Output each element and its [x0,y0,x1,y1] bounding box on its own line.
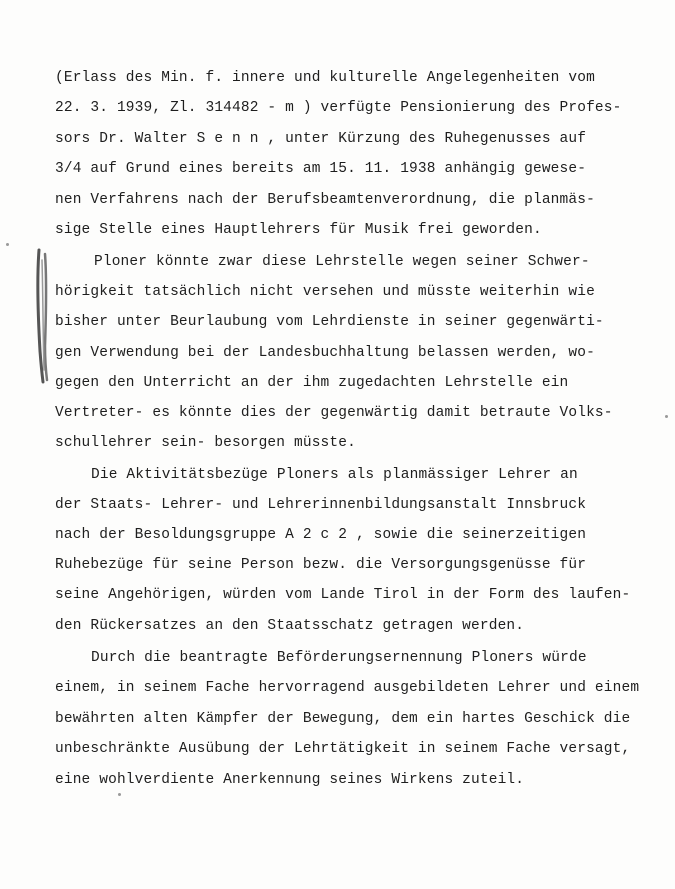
text-line: gen Verwendung bei der Landesbuchhaltung belassen werden, wo- [55,345,595,361]
text-line: Durch die beantragte Beförderungsernennung Ploners würde [91,650,587,666]
text-line: eine wohlverdiente Anerkennung seines Wirkens zuteil. [55,772,525,788]
paper-speck [665,415,668,418]
text-line: bisher unter Beurlaubung vom Lehrdienste in seiner gegenwärti- [55,314,604,330]
text-line: Ploner könnte zwar diese Lehrstelle wegen seiner Schwer- [94,254,590,270]
text-line: schullehrer sein- besorgen müsste. [55,435,356,451]
text-line: einem, in seinem Fache hervorragend ausgebildeten Lehrer und einem [55,680,640,696]
text-line: hörigkeit tatsächlich nicht versehen und müsste weiterhin wie [55,284,595,300]
text-line: 22. 3. 1939, Zl. 314482 - m ) verfügte Pensionierung des Profes- [55,100,622,116]
text-line: Die Aktivitätsbezüge Ploners als planmässiger Lehrer an [91,467,578,483]
paper-speck [6,243,9,246]
text-line: nen Verfahrens nach der Berufsbeamtenverordnung, die planmäs- [55,192,595,208]
text-line: bewährten alten Kämpfer der Bewegung, dem ein hartes Geschick die [55,711,631,727]
text-line: nach der Besoldungsgruppe A 2 c 2 , sowie die seinerzeitigen [55,527,587,543]
text-line: unbeschränkte Ausübung der Lehrtätigkeit in seinem Fache versagt, [55,741,631,757]
text-line: Vertreter- es könnte dies der gegenwärtig damit betraute Volks- [55,405,613,421]
text-line: sige Stelle eines Hauptlehrers für Musik frei geworden. [55,222,542,238]
text-line: 3/4 auf Grund eines bereits am 15. 11. 1938 anhängig gewese- [55,161,587,177]
paper-speck [118,793,121,796]
text-line: der Staats- Lehrer- und Lehrerinnenbildungsanstalt Innsbruck [55,497,587,513]
text-line: Ruhebezüge für seine Person bezw. die Versorgungsgenüsse für [55,557,587,573]
text-line: (Erlass des Min. f. innere und kulturelle Angelegenheiten vom [55,70,595,86]
text-line: sors Dr. Walter S e n n , unter Kürzung des Ruhegenusses auf [55,131,587,147]
text-line: gegen den Unterricht an der ihm zugedachten Lehrstelle ein [55,375,569,391]
text-line: seine Angehörigen, würden vom Lande Tirol in der Form des laufen- [55,587,631,603]
pencil-margin-mark [33,246,55,386]
text-line: den Rückersatzes an den Staatsschatz getragen werden. [55,618,525,634]
